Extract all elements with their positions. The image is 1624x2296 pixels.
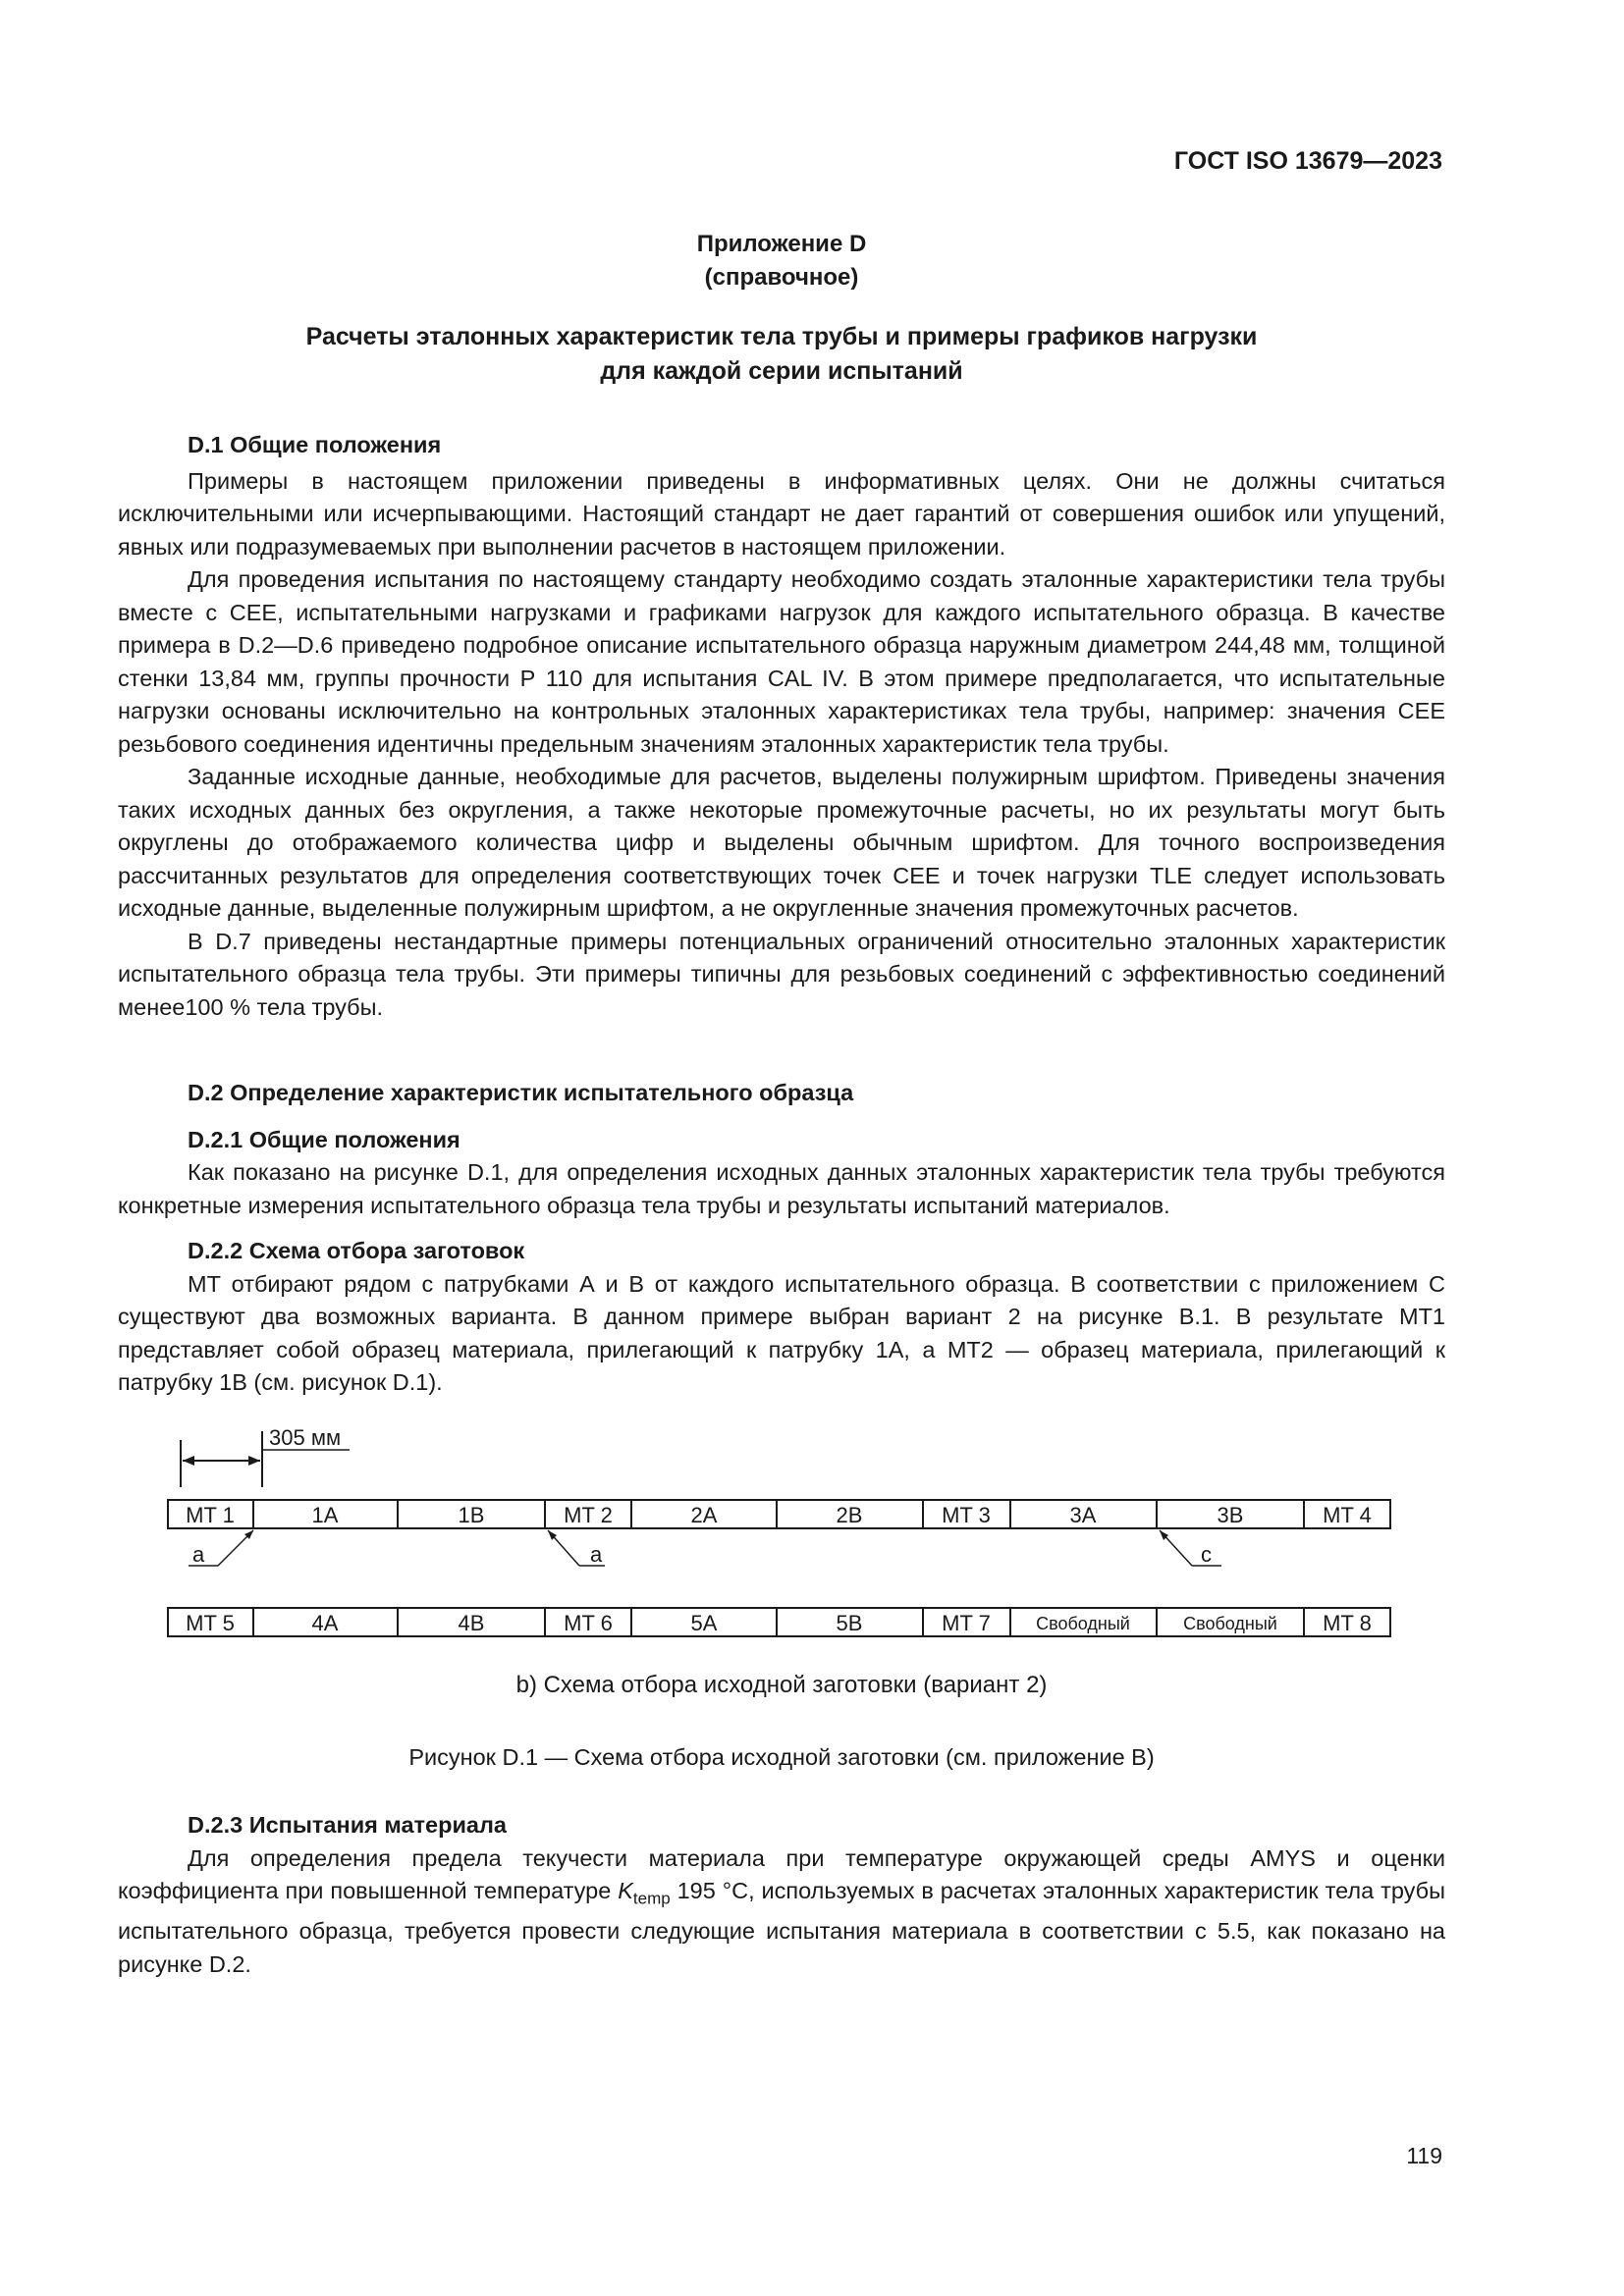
cell-mt4: MT 4	[1323, 1503, 1372, 1527]
paragraph-text: 195 °С, используемых в расчетах эталонных характеристик тела трубы испытательного образца, требуется провести следующие испытания материала в соответствии с 5.5, как показано на рисунке D.2.	[118, 1878, 1446, 1977]
paragraph: В D.7 приведены нестандартные примеры потенциальных ограничений относительно эталонных характеристик испытательного образца тела трубы. Эти примеры типичны для резьбовых соединений с эффективностью соединений менее100 % тела трубы.	[118, 928, 1445, 1020]
marker-label: c	[1201, 1542, 1212, 1567]
cell-2a: 2A	[690, 1503, 718, 1527]
paragraph: Примеры в настоящем приложении приведены в информативных целях. Они не должны считаться исключительными или исчерпывающими. Настоящий стандарт не дает гарантий от совершения ошибок или упущений, явных или подразумеваемых при выполнении расчетов в настоящем приложении.	[118, 467, 1445, 560]
dimension-label: 305 мм	[269, 1428, 342, 1450]
section-heading-d2-2: D.2.2 Схема отбора заготовок	[188, 1238, 525, 1263]
marker-c	[1160, 1530, 1221, 1567]
specimen-row-2	[168, 1608, 1390, 1636]
cell-1b: 1B	[458, 1503, 485, 1527]
cell-mt8: MT 8	[1323, 1611, 1372, 1635]
annex-title-line-1: Расчеты эталонных характеристик тела трубы и примеры графиков нагрузки	[305, 323, 1258, 350]
annex-type: (справочное)	[704, 264, 859, 291]
marker-label: a	[590, 1542, 603, 1567]
document-code: ГОСТ ISO 13679—2023	[1173, 147, 1442, 175]
cell-4b: 4B	[458, 1611, 485, 1635]
marker-label: a	[192, 1542, 205, 1567]
annex-heading	[118, 228, 1445, 294]
cell-mt7: MT 7	[942, 1611, 991, 1635]
paragraph: Заданные исходные данные, необходимые для расчетов, выделены полужирным шрифтом. Приведены значения таких исходных данных без округления, а также некоторые промежуточные расчеты, но их результаты могут быть округлены до отображаемого количества цифр и выделены обычным шрифтом. Для точного воспроизведения рассчитанных результатов для определения соответствующих точек CEE и точек нагрузки TLE следует использовать исходные данные, выделенные полужирным шрифтом, а не округленные значения промежуточных расчетов.	[118, 764, 1445, 921]
page-number: 119	[1406, 2143, 1442, 2168]
annex-title	[118, 320, 1445, 389]
section-heading-d1: D.1 Общие положения	[188, 432, 442, 457]
cell-mt2: MT 2	[564, 1503, 613, 1527]
paragraph: Как показано на рисунке D.1, для определения исходных данных эталонных характеристик тела трубы требуются конкретные измерения испытательного образца тела трубы и результаты испытаний материалов.	[118, 1159, 1445, 1218]
cell-free-2: Свободный	[1183, 1614, 1277, 1633]
cell-3a: 3A	[1069, 1503, 1097, 1527]
figure-caption: Рисунок D.1 — Схема отбора исходной заготовки (см. приложение В)	[408, 1744, 1155, 1770]
cell-2b: 2B	[836, 1503, 863, 1527]
annex-label: Приложение D	[696, 231, 867, 257]
marker-a-1	[189, 1530, 253, 1567]
annex-title-line-2: для каждой серии испытаний	[600, 357, 963, 385]
cell-5b: 5B	[836, 1611, 863, 1635]
sampling-scheme-figure	[167, 1428, 1399, 1654]
cell-mt6: MT 6	[564, 1611, 613, 1635]
cell-free-1: Свободный	[1036, 1614, 1130, 1633]
k-temp-subscript: temp	[632, 1889, 671, 1908]
cell-4a: 4A	[311, 1611, 339, 1635]
section-d1	[118, 429, 1445, 1024]
paragraph-text: Для определения предела текучести материала при температуре окружающей среды AMYS и оценки коэффициента при повышенной температуре	[118, 1844, 1445, 1903]
paragraph: Для проведения испытания по настоящему стандарту необходимо создать эталонные характеристики тела трубы вместе с CEE, испытательными нагрузками и графиками нагрузок для каждого испытательного образца. В качестве примера в D.2—D.6 приведено подробное описание испытательного образца наружным диаметром 244,48 мм, толщиной стенки 13,84 мм, группы прочности Р 110 для испытания CAL IV. В этом примере предполагается, что испытательные нагрузки основаны исключительно на контрольных эталонных характеристиках тела трубы, например: значения CEE резьбового соединения идентичны предельным значениям эталонных характеристик тела трубы.	[118, 566, 1445, 757]
cell-1a: 1A	[311, 1503, 339, 1527]
section-heading-d2-1: D.2.1 Общие положения	[188, 1126, 460, 1152]
cell-mt3: MT 3	[942, 1503, 991, 1527]
cell-mt1: MT 1	[186, 1503, 235, 1527]
section-heading-d2: D.2 Определение характеристик испытательного образца	[188, 1080, 854, 1105]
cell-5a: 5A	[690, 1611, 718, 1635]
section-heading-d2-3: D.2.3 Испытания материала	[188, 1812, 507, 1838]
paragraph: МТ отбирают рядом с патрубками А и В от каждого испытательного образца. В соответствии с приложением С существуют два возможных варианта. В данном примере выбран вариант 2 на рисунке В.1. В результате МТ1 представляет собой образец материала, прилегающий к патрубку 1А, а МТ2 — образец материала, прилегающий к патрубку 1В (см. рисунок D.1).	[118, 1270, 1445, 1395]
dimension-305mm	[181, 1428, 350, 1487]
specimen-row-1	[168, 1500, 1390, 1528]
cell-mt5: MT 5	[186, 1611, 235, 1635]
section-d2	[118, 1077, 1445, 1400]
section-d2-3	[118, 1809, 1445, 1981]
figure-subcaption: b) Схема отбора исходной заготовки (вариант 2)	[515, 1672, 1048, 1698]
paragraph	[118, 1842, 1445, 1982]
k-temp-symbol: K	[618, 1878, 633, 1903]
cell-3b: 3B	[1217, 1503, 1244, 1527]
marker-a-2	[548, 1530, 605, 1567]
